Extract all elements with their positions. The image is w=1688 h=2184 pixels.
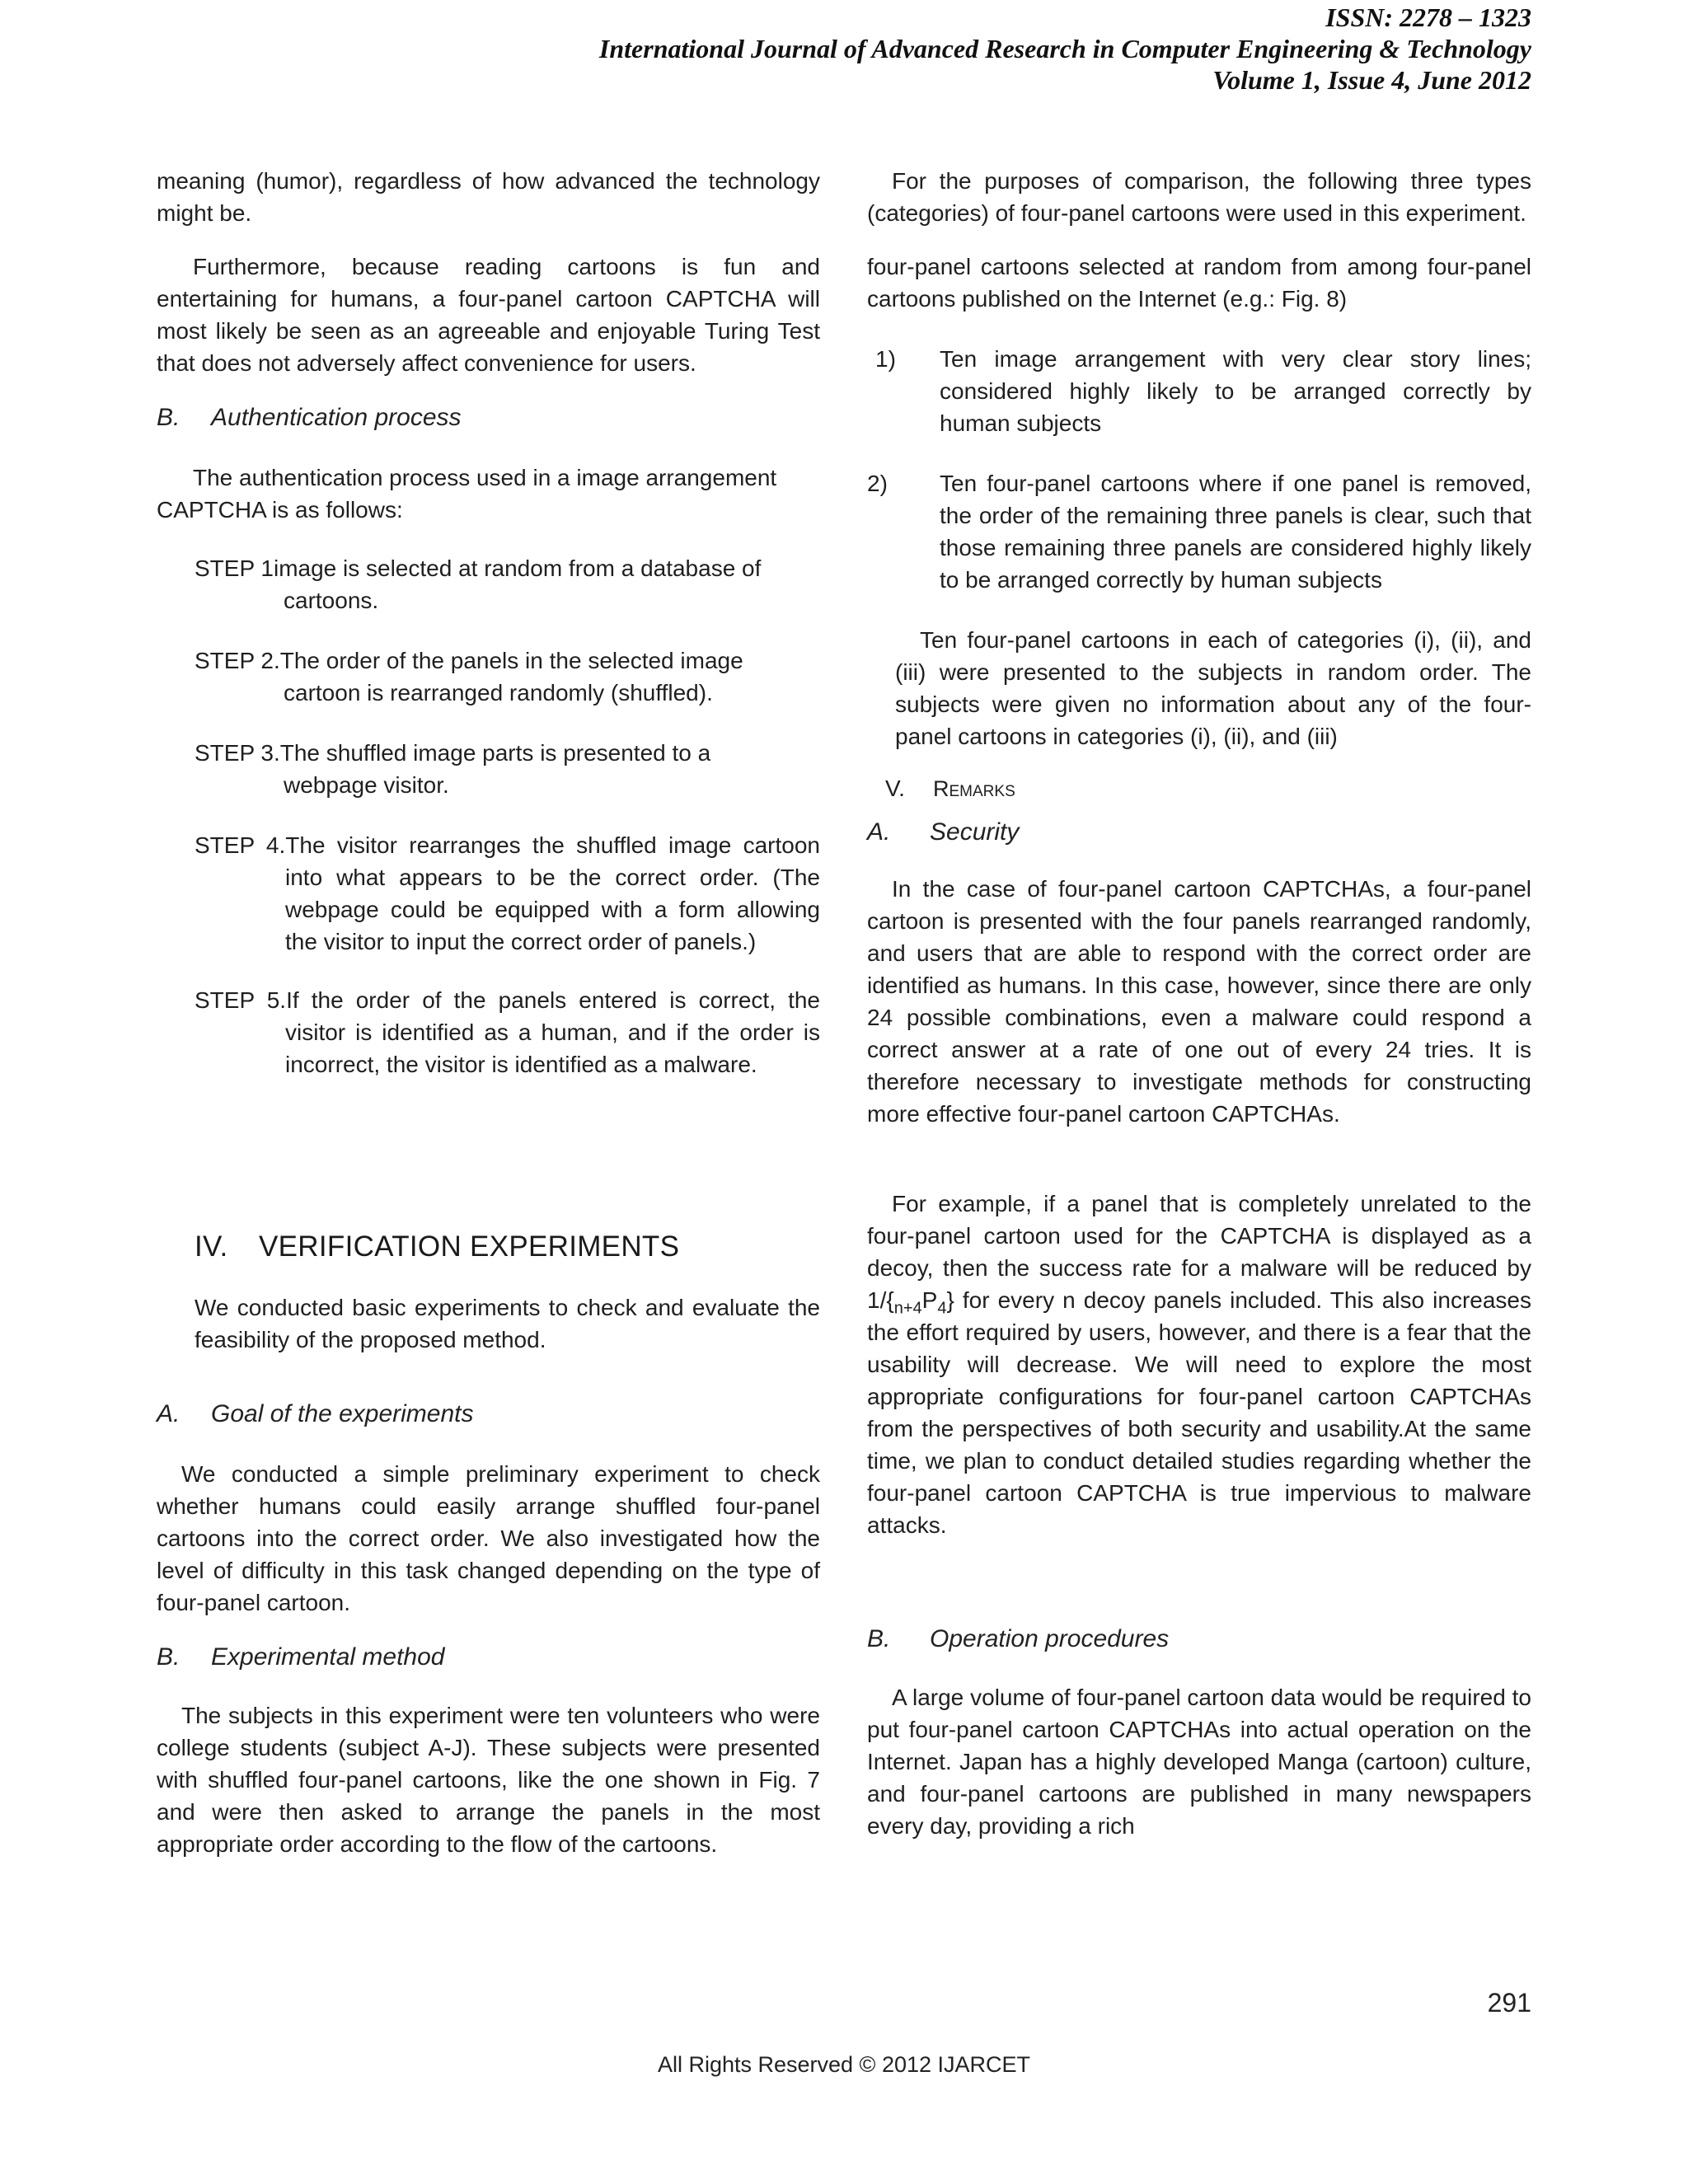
journal-header — [377, 0, 1531, 96]
step-5: STEP 5.If the order of the panels entered is correct, the visitor is identified as a human, and if the order is incorrect, the visitor is identified as a malware. — [195, 987, 820, 1077]
journal-title: International Journal of Advanced Research in Computer Engineering & Technology — [598, 34, 1531, 63]
step-3: STEP 3.The shuffled image parts is presented to a webpage visitor. — [195, 740, 711, 798]
section-heading: B. Operation procedures — [867, 1625, 1170, 1652]
section-heading-v: V. Remarks — [885, 776, 1015, 801]
section-heading: B. Experimental method — [157, 1643, 445, 1671]
paragraph: A large volume of four-panel cartoon data would be required to put four-panel cartoon CAPTCHAs into actual operation on the Internet. Japan has a highly developed Manga (cartoon) culture, and four-panel cartoons are published in many newspapers every day, providing a rich — [867, 1685, 1531, 1839]
page-number: 291 — [1487, 1988, 1531, 2018]
section-heading: A. Goal of the experiments — [157, 1400, 474, 1427]
left-column — [157, 165, 820, 1860]
paragraph: For the purposes of comparison, the following three types (categories) of four-panel cartoons were used in this experiment. — [867, 168, 1531, 226]
section-heading: B. Authentication process — [157, 404, 462, 431]
list-item: 1) Ten image arrangement with very clear story lines; considered highly likely to be arranged correctly by human subjects — [875, 346, 1531, 436]
section-heading-iv: IV. VERIFICATION EXPERIMENTS — [195, 1230, 680, 1263]
paragraph: We conducted basic experiments to check and evaluate the feasibility of the proposed method. — [195, 1295, 820, 1352]
paragraph: Furthermore, because reading cartoons is fun and entertaining for humans, a four-panel cartoon CAPTCHA will most likely be seen as an agreeable and enjoyable Turing Test that does not adversely affect convenience for users. — [157, 254, 820, 376]
paragraph: We conducted a simple preliminary experiment to check whether humans could easily arrange shuffled four-panel cartoons into the correct order. We also investigated how the level of difficulty in this task changed depending on the type of four-panel cartoon. — [157, 1461, 820, 1615]
step-1: STEP 1image is selected at random from a database of cartoons. — [195, 555, 762, 613]
volume-info: Volume 1, Issue 4, June 2012 — [1212, 65, 1531, 95]
paragraph: In the case of four-panel cartoon CAPTCHAs, a four-panel cartoon is presented with the four panels rearranged randomly, and users that are able to respond with the correct order are identified as humans. In this case, however, since there are only 24 possible combinations, even a malware could respond a correct answer at a rate of one out of every 24 tries. It is therefore necessary to investigate methods for constructing more effective four-panel cartoon CAPTCHAs. — [867, 876, 1531, 1127]
paragraph: four-panel cartoons selected at random from among four-panel cartoons published on the Internet (e.g.: Fig. 8) — [867, 254, 1531, 312]
paragraph: The subjects in this experiment were ten volunteers who were college students (subject A-J). These subjects were presented with shuffled four-panel cartoons, like the one shown in Fig. 7 and were then asked to arrange the panels in the most appropriate order according to the flow of the cartoons. — [157, 1703, 820, 1857]
step-4: STEP 4.The visitor rearranges the shuffled image cartoon into what appears to be the correct order. (The webpage could be equipped with a form allowing the visitor to input the correct order of panels.) — [195, 832, 820, 954]
footer-copyright: All Rights Reserved © 2012 IJARCET — [657, 2052, 1031, 2077]
right-column — [867, 165, 1531, 1842]
list-item: 2) Ten four-panel cartoons where if one panel is removed, the order of the remaining three panels is clear, such that those remaining three panels are considered highly likely to be arranged correctly by human subjects — [867, 471, 1531, 593]
auth-intro: The authentication process used in a image arrangement CAPTCHA is as follows: — [157, 465, 777, 523]
paragraph: meaning (humor), regardless of how advanced the technology might be. — [157, 168, 820, 226]
section-heading: A. Security — [867, 818, 1020, 846]
paragraph: For example, if a panel that is completely unrelated to the four-panel cartoon used for the CAPTCHA is displayed as a decoy, then the success rate for a malware will be reduced by $1/\{_{n+4}P_4\}$ for every n decoy panels included. This also increases the effort required by users, however, and there is a fear that the usability will decrease. We will need to explore the most appropriate configurations for four-panel cartoon CAPTCHAs from the perspectives of both security and usability.At the same time, we plan to conduct detailed studies regarding whether the four-panel cartoon CAPTCHA is true impervious to malware attacks. — [867, 1191, 1531, 1538]
issn: ISSN: 2278 – 1323 — [1325, 2, 1531, 32]
paragraph: Ten four-panel cartoons in each of categories (i), (ii), and (iii) were presented to the subjects in random order. The subjects were given no information about any of the four-panel cartoons in categories (i), (ii), and (iii) — [895, 627, 1531, 749]
step-2: STEP 2.The order of the panels in the selected image cartoon is rearranged randomly (shuffled). — [195, 648, 743, 705]
